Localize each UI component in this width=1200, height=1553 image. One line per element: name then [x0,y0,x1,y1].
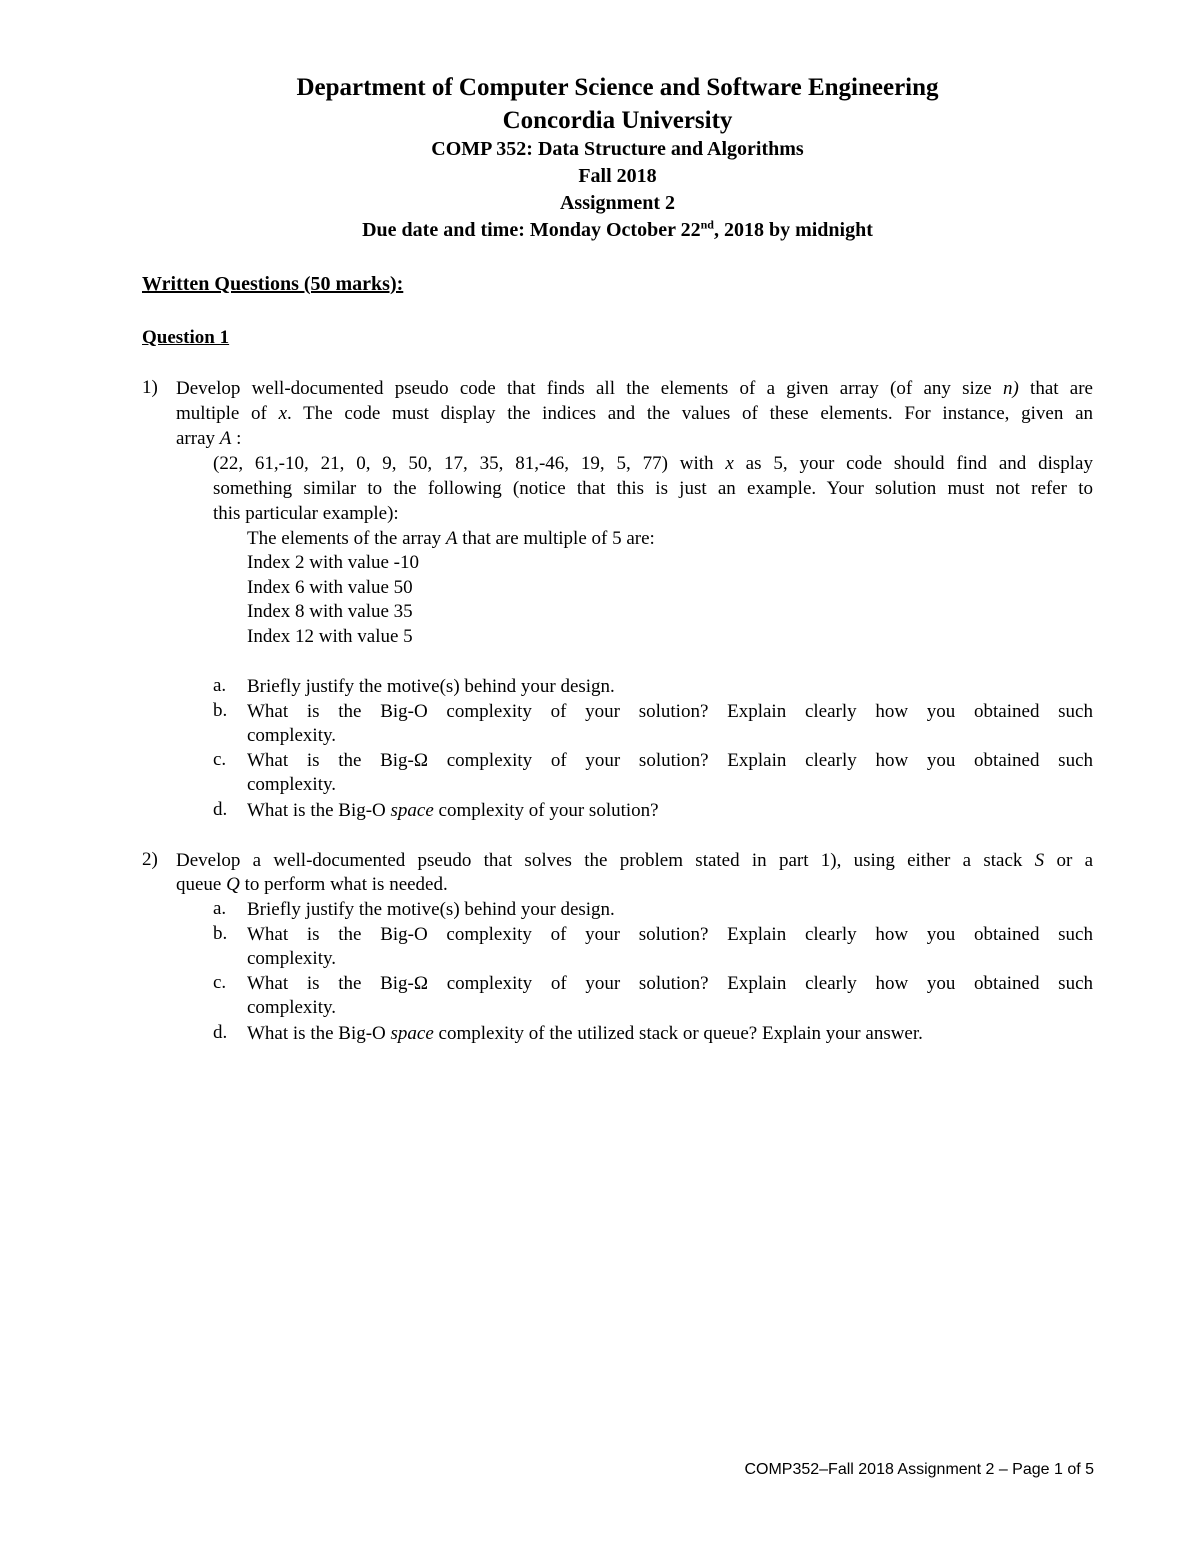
item-label: c. [213,972,227,993]
question-1-heading: Question 1 [142,327,230,348]
item-text: complexity. [247,997,336,1018]
example-output-line: Index 6 with value 50 [247,577,413,598]
item-text: What is the Big-O space complexity of the utilized stack or queue? Explain your answer. [247,1023,923,1044]
item-text: What is the Big-O space complexity of your solution? [247,800,659,821]
item-text: What is the Big-Ω complexity of your solution? Explain clearly how you obtained such [247,973,1093,994]
page-footer: COMP352–Fall 2018 Assignment 2 – Page 1 of 5 [744,1461,1094,1478]
term-title: Fall 2018 [578,165,657,187]
item-label: c. [213,749,227,770]
item-label: d. [213,1022,228,1043]
item-text: complexity. [247,948,336,969]
item-text: What is the Big-O complexity of your solution? Explain clearly how you obtained such [247,924,1093,945]
part-1-line-3: array A : [176,428,242,449]
part-1-number: 1) [142,377,158,398]
example-line-2: something similar to the following (notice that this is just an example. Your solution must not refer to [213,478,1093,499]
part-2-number: 2) [142,849,158,870]
item-text: complexity. [247,774,336,795]
part-2-line-2: queue Q to perform what is needed. [176,874,448,895]
assignment-title: Assignment 2 [559,192,675,214]
due-date: Due date and time: Monday October 22nd, 2018 by midnight [362,217,873,241]
item-text: complexity. [247,725,336,746]
item-label: a. [213,675,227,696]
example-output-intro: The elements of the array A that are multiple of 5 are: [247,528,655,549]
written-questions-heading: Written Questions (50 marks): [142,273,404,295]
course-title: COMP 352: Data Structure and Algorithms [431,138,804,160]
item-label: b. [213,923,228,944]
item-label: a. [213,898,227,919]
example-line-3: this particular example): [213,503,399,524]
part-1-line-2: multiple of x. The code must display the indices and the values of these elements. For instance, given an [176,403,1093,424]
example-output-line: Index 12 with value 5 [247,626,413,647]
item-text: What is the Big-Ω complexity of your solution? Explain clearly how you obtained such [247,750,1093,771]
item-label: b. [213,700,228,721]
example-line-1: (22, 61,-10, 21, 0, 9, 50, 17, 35, 81,-46, 19, 5, 77) with x as 5, your code should find and display [213,453,1093,474]
item-text: Briefly justify the motive(s) behind your design. [247,676,615,697]
example-output-line: Index 8 with value 35 [247,601,413,622]
example-output-line: Index 2 with value -10 [247,552,420,573]
item-label: d. [213,799,228,820]
university-title: Concordia University [502,107,733,134]
part-2-line-1: Develop a well-documented pseudo that solves the problem stated in part 1), using either a stack S or a [176,850,1093,871]
department-title: Department of Computer Science and Software Engineering [296,74,939,101]
part-1-line-1: Develop well-documented pseudo code that finds all the elements of a given array (of any size n) that are [176,378,1093,399]
item-text: Briefly justify the motive(s) behind your design. [247,899,615,920]
item-text: What is the Big-O complexity of your solution? Explain clearly how you obtained such [247,701,1093,722]
